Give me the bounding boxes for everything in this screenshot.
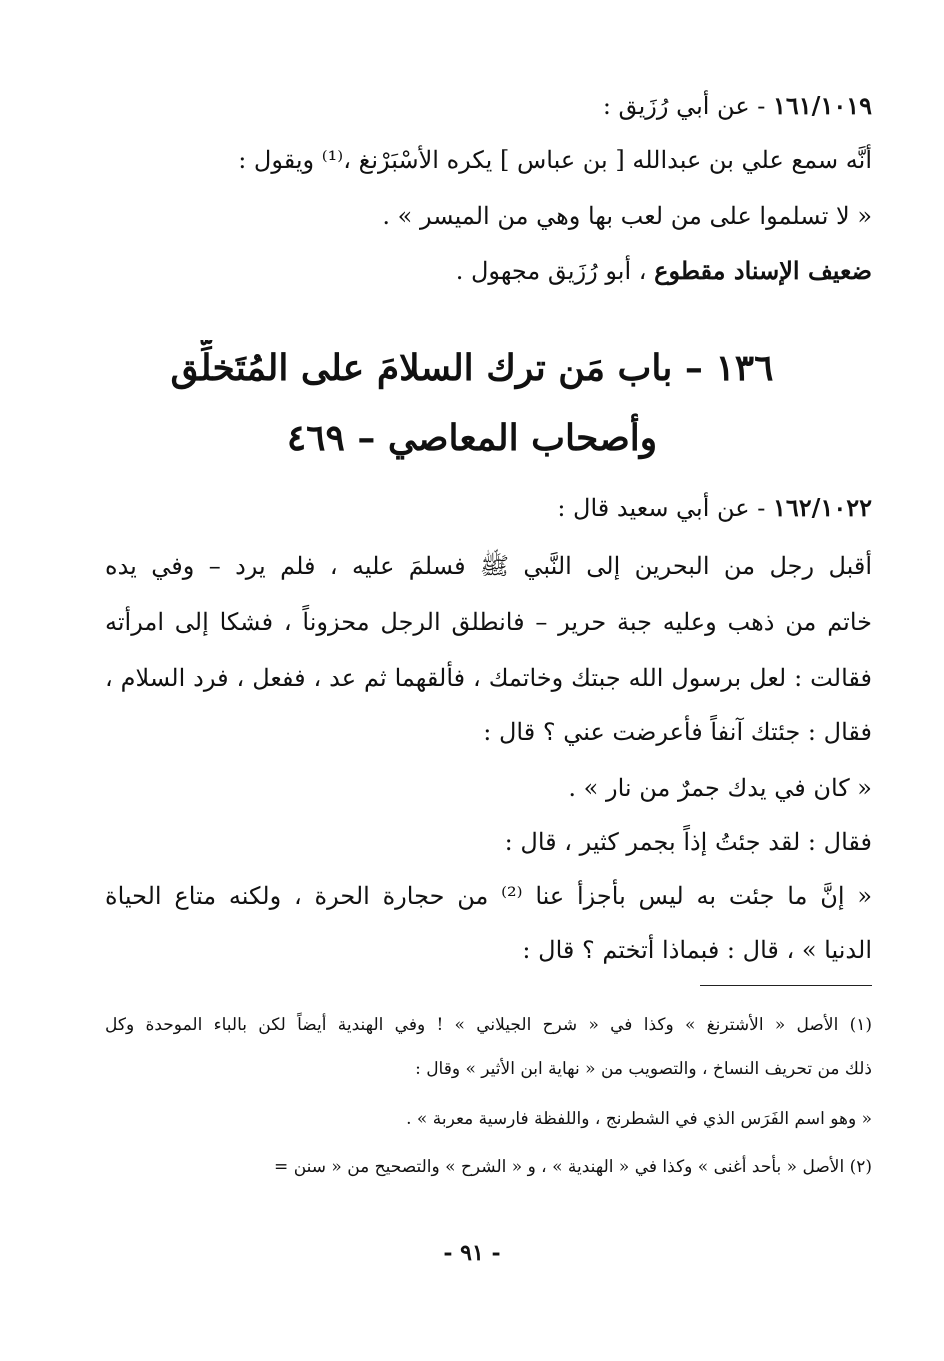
hadith-162-number: ١٦٢/١٠٢٢: [773, 493, 872, 522]
page-number: - ٩١ -: [443, 1240, 501, 1266]
hadith-162-line: « كان في يدك جمرٌ من نار » .: [568, 774, 872, 802]
grading-rest: ، أبو رُزَيق مجهول .: [455, 257, 655, 285]
hadith-162-line: خاتم من ذهب وعليه جبة حرير – فانطلق الرجل محزوناً ، فشكا إلى امرأته: [105, 608, 872, 636]
hadith-162-line: فقال : لقد جئتُ إذاً بجمر كثير ، قال :: [504, 828, 872, 856]
hadith-162-line: فقالت : لعل برسول الله جبتك وخاتمك ، فألقهما ثم عد ، ففعل ، فرد السلام ،: [105, 664, 872, 692]
hadith-162-line: فقال : جئتك آنفاً فأعرضت عني ؟ قال :: [483, 718, 872, 746]
hadith-161-header: [603, 86, 872, 128]
hadith-161-line-2: « لا تسلموا على من لعب بها وهي من الميسر » .: [382, 202, 872, 230]
hadith-161-number: ١٦١/١٠١٩: [773, 91, 872, 120]
hadith-162-line: أقبل رجل من البحرين إلى النَّبي ﷺ فسلمَ عليه ، فلم يرد – وفي يده: [105, 552, 872, 580]
footnote-line: (٢) الأصل « بأحد أغنى » وكذا في « الهندية » ، و « الشرح » والتصحيح من « سنن =: [274, 1157, 872, 1177]
hadith-161-grading: [456, 251, 872, 293]
hadith-162-narrator: - عن أبي سعيد قال :: [557, 494, 773, 522]
hadith-161-line-1: أنَّه سمع علي بن عبدالله [ بن عباس ] يكره الأسْبَرْنغ ،⁽¹⁾ ويقول :: [238, 146, 872, 174]
hadith-162-line: « إنَّ ما جئت به ليس بأجزأ عنا ⁽²⁾ من حجارة الحرة ، ولكنه متاع الحياة: [105, 882, 872, 910]
footnote-line: ذلك من تحريف النساخ ، والتصويب من « نهاية ابن الأثير » وقال :: [415, 1059, 872, 1079]
hadith-162-header: [557, 488, 872, 530]
footnote-line: (١) الأصل « الأشترنغ » وكذا في « شرح الجيلاني » ! وفي الهندية أيضاً لكن بالباء الموحدة وكل: [105, 1015, 872, 1035]
chapter-title-line-1: ١٣٦ – باب مَن ترك السلامَ على المُتَخلِّق: [170, 347, 774, 389]
footnote-separator: [700, 985, 872, 986]
grading-bold: ضعيف الإسناد مقطوع: [654, 256, 872, 285]
footnote-line: « وهو اسم الفَرَس الذي في الشطرنج ، واللفظة فارسية معربة » .: [406, 1109, 872, 1129]
hadith-161-narrator: - عن أبي رُزَيق :: [602, 92, 773, 120]
hadith-162-line: الدنيا » ، قال : فبماذا أتختم ؟ قال :: [522, 936, 872, 964]
chapter-title-line-2: وأصحاب المعاصي – ٤٦٩: [286, 417, 658, 459]
